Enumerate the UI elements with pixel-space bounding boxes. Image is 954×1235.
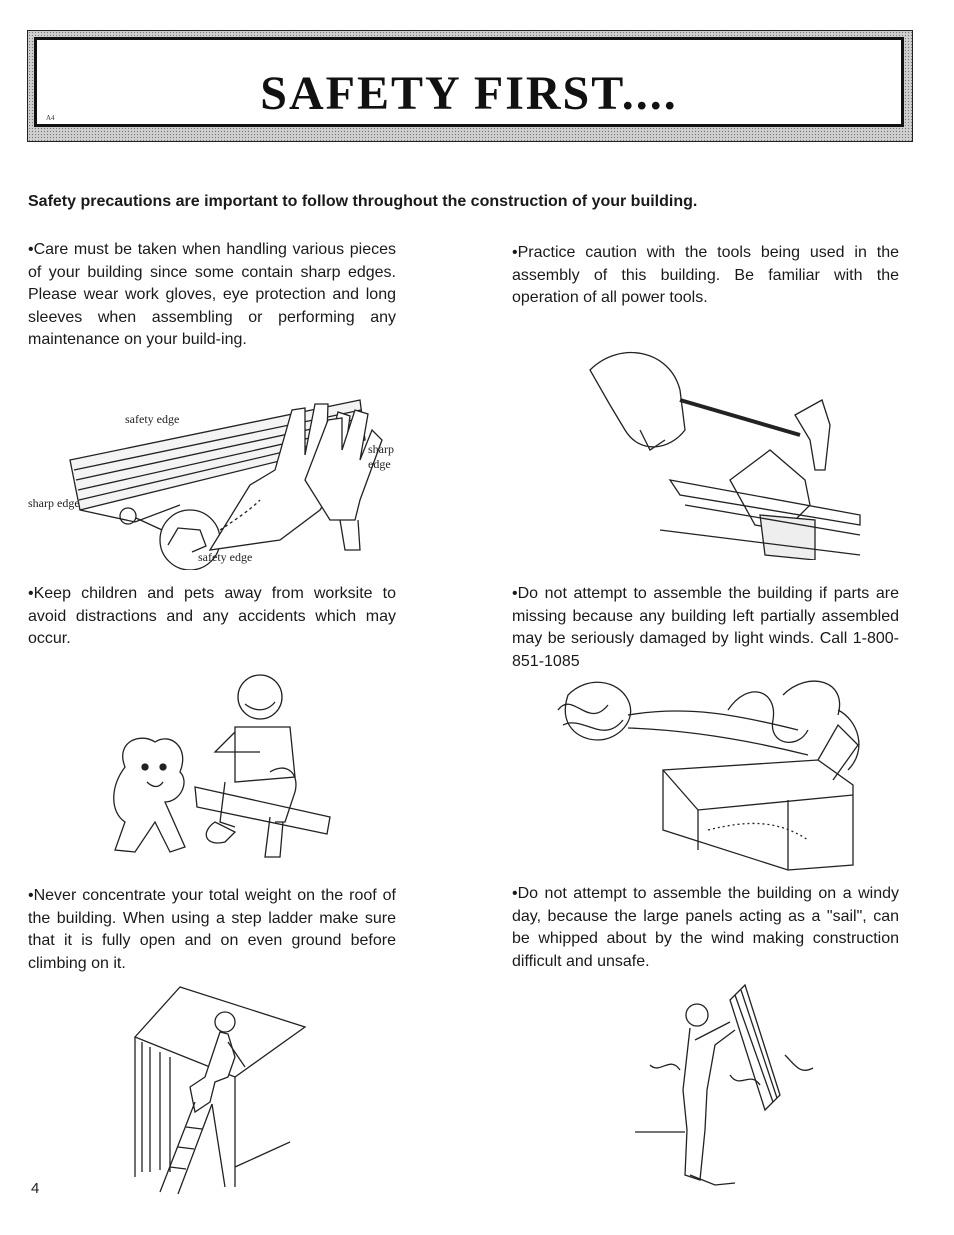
header-banner	[27, 30, 913, 142]
intro-statement: Safety precautions are important to follow throughout the construction of your building.	[28, 193, 698, 210]
header-title-box	[34, 37, 904, 127]
gloves-paragraph: •Care must be taken when handling various pieces of your building since some contain sharp edges. Please wear work gloves, eye protection and long sleeves when assembling or performing any maintenance on your build-ing.	[28, 241, 396, 349]
safety-edge-label-bottom: safety edge	[198, 550, 253, 564]
document-code: A4	[46, 114, 55, 122]
windy-paragraph: •Do not attempt to assemble the building on a windy day, because the large panels acting as a "sail", can be whipped about by the wind making construction difficult and unsafe.	[512, 885, 899, 970]
sharp-edge-label-right: sharp edge	[368, 442, 394, 471]
missing-parts-paragraph: •Do not attempt to assemble the building if parts are missing because any building left partially assembled may be seriously damaged by light winds. Call 1-800-851-1085	[512, 585, 899, 670]
page-title: SAFETY FIRST....	[260, 67, 678, 120]
wind-box-illustration	[548, 670, 868, 880]
children-paragraph: •Keep children and pets away from worksite to avoid distractions and any accidents which may occur.	[28, 585, 396, 648]
tools-paragraph: •Practice caution with the tools being used in the assembly of this building. Be familiar with the operation of all power tools.	[512, 244, 899, 307]
safety-edge-label-top: safety edge	[125, 412, 180, 426]
gloves-illustration	[28, 380, 394, 570]
page-number: 4	[31, 1180, 40, 1197]
roof-paragraph: •Never concentrate your total weight on the roof of the building. When using a step ladder make sure that it is fully open and on even ground before climbing on it.	[28, 887, 396, 972]
hammer-illustration	[560, 330, 865, 560]
sharp-edge-label-left: sharp edge	[28, 496, 80, 510]
child-and-dog-illustration	[95, 672, 335, 867]
ladder-illustration	[120, 982, 310, 1197]
windy-panel-illustration	[635, 980, 835, 1195]
